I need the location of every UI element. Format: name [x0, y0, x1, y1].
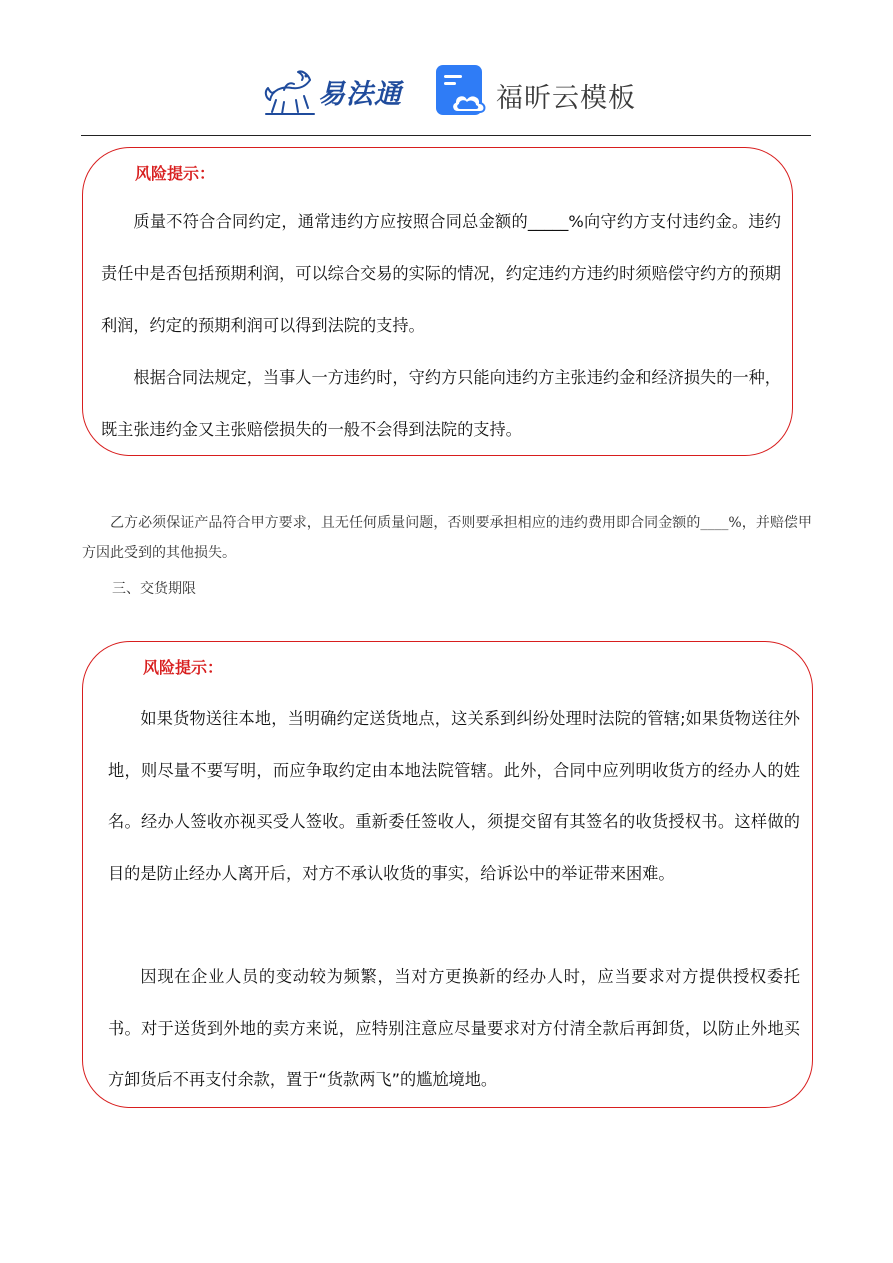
- page-header: [0, 60, 893, 124]
- section-heading: 三、交货期限: [112, 581, 196, 597]
- contract-clause-paragraph: 乙方必须保证产品符合甲方要求，且无任何质量问题，否则要承担相应的违约费用即合同金额的____%，并赔偿甲方因此受到的其他损失。: [82, 515, 812, 561]
- header-divider: [81, 135, 811, 136]
- qilin-emblem-icon: [262, 62, 322, 118]
- risk-notice-box-2: [82, 641, 813, 1108]
- cloud-document-icon: [436, 65, 488, 117]
- risk-notice-paragraph: 如果货物送往本地，当明确约定送货地点，这关系到纠纷处理时法院的管辖;如果货物送往外地，则尽量不要写明，而应争取约定由本地法院管辖。此外，合同中应列明收货方的经办人的姓名。经办人签收亦视买受人签收。重新委任签收人，须提交留有其签名的收货授权书。这样做的目的是防止经办人离开后，对方不承认收货的事实，给诉讼中的举证带来困难。: [108, 709, 800, 883]
- foxit-cloud-template-logo: [436, 65, 636, 119]
- risk-notice-paragraph: 因现在企业人员的变动较为频繁，当对方更换新的经办人时，应当要求对方提供授权委托书。对于送货到外地的卖方来说，应特别注意应尽量要求对方付清全款后再卸货，以防止外地买方卸货后不再支付余款，置于“货款两飞”的尴尬境地。: [108, 967, 800, 1089]
- risk-notice-paragraph: 质量不符合合同约定，通常违约方应按照合同总金额的_____%向守约方支付违约金。违约责任中是否包括预期利润，可以综合交易的实际的情况，约定违约方违约时须赔偿守约方的预期利润，约定的预期利润可以得到法院的支持。: [101, 212, 781, 335]
- risk-notice-paragraph: 根据合同法规定，当事人一方违约时，守约方只能向违约方主张违约金和经济损失的一种，既主张违约金又主张赔偿损失的一般不会得到法院的支持。: [101, 368, 781, 439]
- yifatong-logo-text: 易法通: [318, 79, 402, 110]
- risk-notice-title: 风险提示：: [135, 164, 216, 183]
- risk-notice-title: 风险提示：: [143, 658, 224, 677]
- risk-notice-box-1: [82, 147, 793, 456]
- yifatong-logo: [262, 62, 412, 118]
- foxit-cloud-template-text: 福昕云模板: [496, 83, 636, 114]
